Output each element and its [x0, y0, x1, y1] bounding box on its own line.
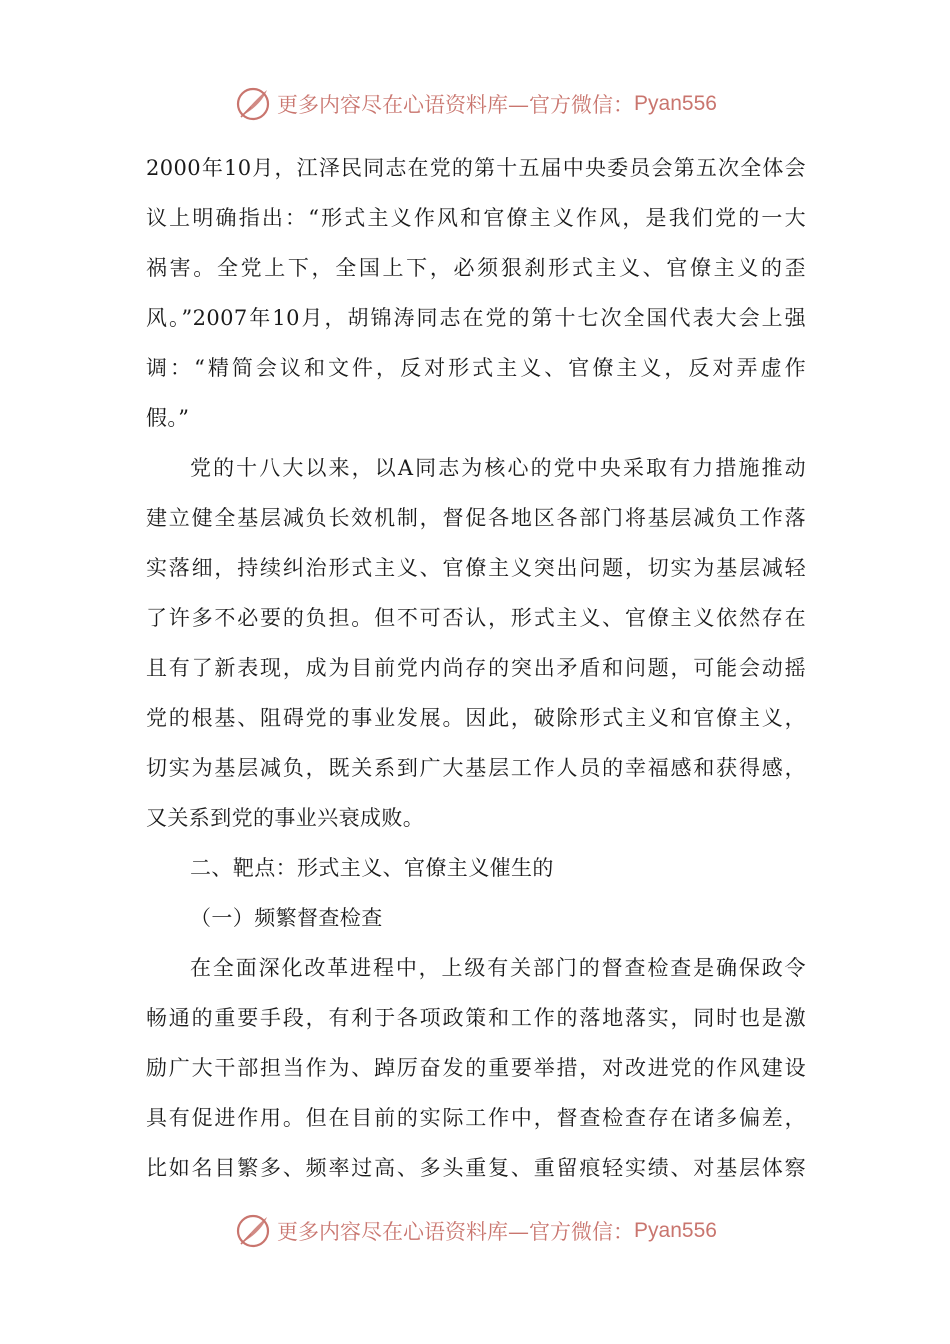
text-line: 实落细，持续纠治形式主义、官僚主义突出问题，切实为基层减轻 [146, 556, 806, 580]
section-heading: 二、靶点：形式主义、官僚主义催生的 [190, 856, 554, 880]
header-banner-text: 更多内容尽在心语资料库—官方微信： [277, 93, 635, 117]
quill-logo-icon [233, 1211, 273, 1251]
text-line: 风。”2007年10月，胡锦涛同志在党的第十七次全国代表大会上强 [146, 306, 806, 330]
text-line: 党的根基、阻碍党的事业发展。因此，破除形式主义和官僚主义， [146, 706, 806, 730]
footer-banner-text: 更多内容尽在心语资料库—官方微信： [277, 1220, 635, 1244]
text-line: 且有了新表现，成为目前党内尚存的突出矛盾和问题，可能会动摇 [146, 656, 806, 680]
text-line: 假。” [146, 406, 190, 430]
quill-logo-icon [233, 84, 273, 124]
header-wechat-id: Pyan556 [634, 92, 717, 115]
footer-banner [0, 1209, 950, 1253]
text-line: 比如名目繁多、频率过高、多头重复、重留痕轻实绩、对基层体察 [146, 1156, 806, 1180]
text-line: 具有促进作用。但在目前的实际工作中，督查检查存在诸多偏差， [146, 1106, 806, 1130]
text-line: 2000年10月，江泽民同志在党的第十五届中央委员会第五次全体会 [146, 156, 806, 180]
header-banner [0, 82, 950, 126]
text-line: 了许多不必要的负担。但不可否认，形式主义、官僚主义依然存在 [146, 606, 806, 630]
text-line: 在全面深化改革进程中，上级有关部门的督查检查是确保政令 [190, 956, 806, 980]
text-line: 调：“精简会议和文件，反对形式主义、官僚主义，反对弄虚作 [146, 356, 806, 380]
text-line: 励广大干部担当作为、踔厉奋发的重要举措，对改进党的作风建设 [146, 1056, 806, 1080]
text-line: 议上明确指出：“形式主义作风和官僚主义作风，是我们党的一大 [146, 206, 806, 230]
text-line: 祸害。全党上下，全国上下，必须狠刹形式主义、官僚主义的歪 [146, 256, 806, 280]
text-line: 建立健全基层减负长效机制，督促各地区各部门将基层减负工作落 [146, 506, 806, 530]
text-line: 又关系到党的事业兴衰成败。 [146, 806, 425, 830]
text-line: 切实为基层减负，既关系到广大基层工作人员的幸福感和获得感， [146, 756, 806, 780]
subsection-heading: （一）频繁督查检查 [190, 906, 383, 930]
footer-wechat-id: Pyan556 [634, 1219, 717, 1242]
text-line: 畅通的重要手段，有利于各项政策和工作的落地落实，同时也是激 [146, 1006, 806, 1030]
document-body [146, 143, 806, 1193]
text-line: 党的十八大以来，以A同志为核心的党中央采取有力措施推动 [190, 456, 806, 480]
